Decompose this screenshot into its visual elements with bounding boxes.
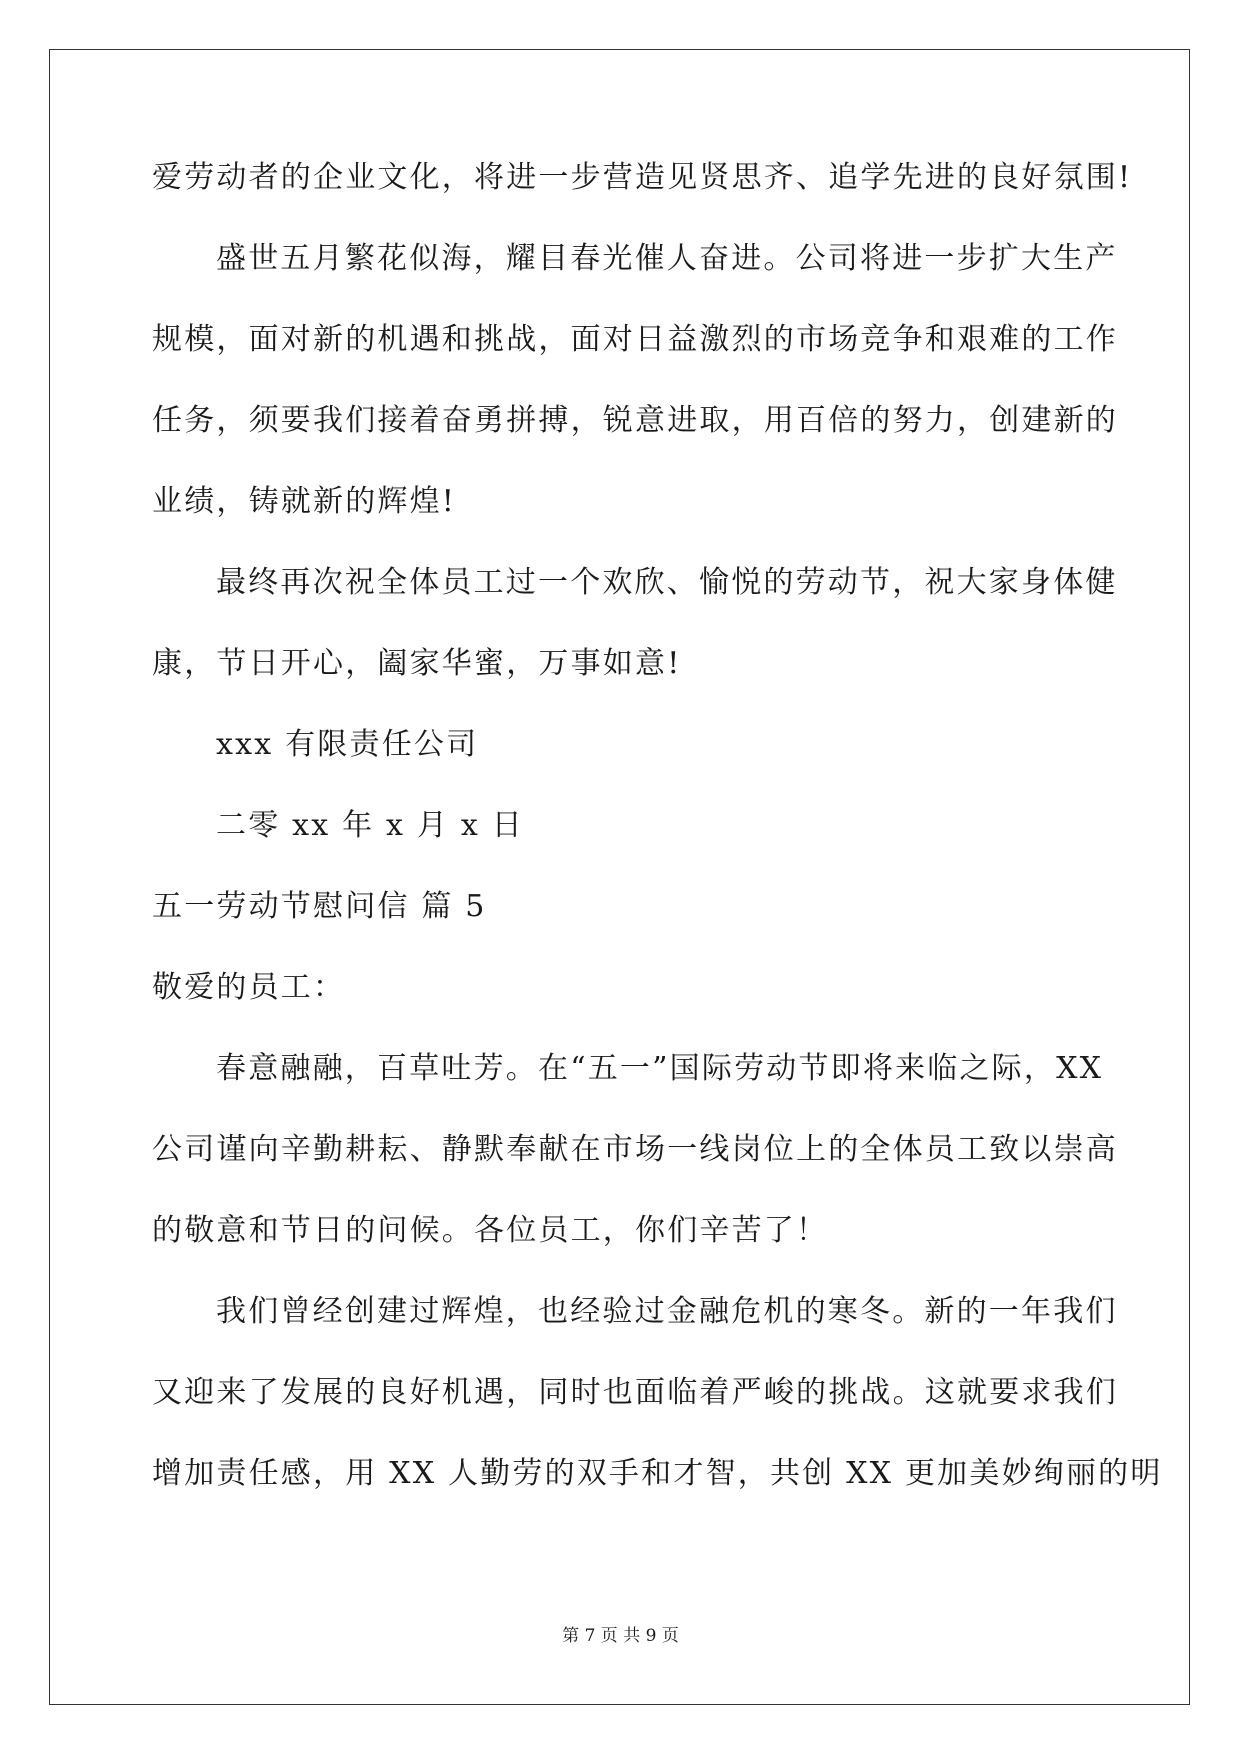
text-line-2: 盛世五月繁花似海，耀目春光催人奋进。公司将进一步扩大生产 xyxy=(216,241,1118,276)
text-line-1: 爱劳动者的企业文化，将进一步营造见贤思齐、追学先进的良好氛围! xyxy=(152,160,1133,195)
salutation: 敬爱的员工： xyxy=(152,970,346,1005)
text-line-16: 又迎来了发展的良好机遇，同时也面临着严峻的挑战。这就要求我们 xyxy=(152,1375,1118,1410)
text-line-7: 康，节日开心，阖家华蜜，万事如意! xyxy=(152,646,682,681)
text-line-12: 春意融融，百草吐芳。在“五一”国际劳动节即将来临之际，XX xyxy=(216,1051,1104,1086)
page-number: 第 7 页 共 9 页 xyxy=(562,1626,679,1646)
signature-date: 二零 xx 年 x 月 x 日 xyxy=(216,808,524,843)
text-line-17: 增加责任感，用 XX 人勤劳的双手和才智，共创 XX 更加美妙绚丽的明 xyxy=(152,1456,1163,1491)
company-signature: xxx 有限责任公司 xyxy=(216,727,479,762)
text-line-4: 任务，须要我们接着奋勇拼搏，锐意进取，用百倍的努力，创建新的 xyxy=(152,403,1118,438)
section-heading: 五一劳动节慰问信 篇 5 xyxy=(152,889,487,924)
text-line-5: 业绩，铸就新的辉煌! xyxy=(152,484,457,519)
text-line-13: 公司谨向辛勤耕耘、静默奉献在市场一线岗位上的全体员工致以崇高 xyxy=(152,1132,1118,1167)
text-line-14: 的敬意和节日的问候。各位员工，你们辛苦了！ xyxy=(152,1213,829,1248)
text-line-3: 规模，面对新的机遇和挑战，面对日益激烈的市场竞争和艰难的工作 xyxy=(152,322,1118,357)
text-line-15: 我们曾经创建过辉煌，也经验过金融危机的寒冬。新的一年我们 xyxy=(216,1294,1118,1329)
text-line-6: 最终再次祝全体员工过一个欢欣、愉悦的劳动节，祝大家身体健 xyxy=(216,565,1118,600)
